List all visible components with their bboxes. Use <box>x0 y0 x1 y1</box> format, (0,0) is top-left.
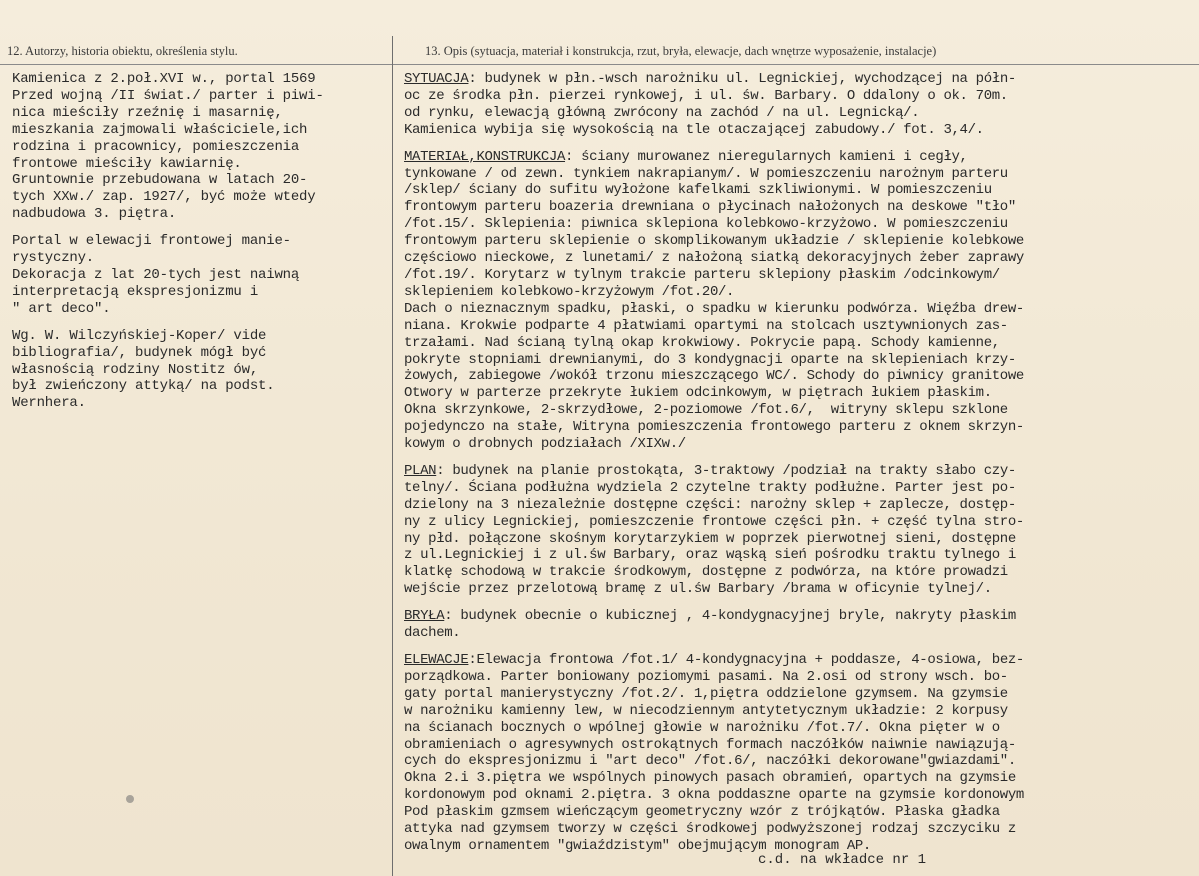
text-line: dachem. <box>404 625 461 642</box>
text-line: oc ze środka płn. pierzei rynkowej, i ul. św. Barbary. O ddalony o ok. 70m. <box>404 87 1008 104</box>
text-line: żowych, zabiegowe /wokół trzonu mieszczącego WC/. Schody do piwnicy granitowe <box>404 368 1024 385</box>
text-line <box>404 149 1194 166</box>
paragraph-gap <box>404 598 1194 608</box>
section-elewacje <box>404 652 1194 855</box>
text-line: Portal w elewacji frontowej manie- <box>12 233 291 250</box>
text-line: Dekoracja z lat 20-tych jest naiwną <box>12 266 300 283</box>
text-line: Pod płaskim gzmsem wieńczącym geometryczny wzór z trójkątów. Płaska gładka <box>404 804 1000 821</box>
text-line: frontowym parteru boazeria drewniana o płycinach nałożonych na deskowe "tło" <box>404 199 1016 216</box>
description-column <box>404 71 1194 855</box>
text-line: frontowym parteru sklepienie o skomplikowanym układzie / sklepienie kolebkowe <box>404 233 1024 250</box>
text-line: pojedynczo na stałe, Witryna pomieszczenia frontowego parteru z oknem skrzyn- <box>404 419 1024 436</box>
text-line: ny płd. połączone skośnym korytarzykiem w poprzek pierwotnej sieni, dostępne <box>404 530 1016 547</box>
section-lead-text: : budynek na planie prostokąta, 3-traktowy /podział na trakty słabo czy- <box>436 462 1016 479</box>
text-line: ny z ulicy Legnickiej, pomieszczenie frontowe części płn. + część tylna stro- <box>404 513 1024 530</box>
section-material <box>404 149 1194 453</box>
text-line: nadbudowa 3. piętra. <box>12 206 177 223</box>
section-bryla <box>404 608 1194 642</box>
text-line: trzałami. Nad ścianą tylną okap krokwiowy. Pokrycie papą. Schody kamienne, <box>404 334 1000 351</box>
text-line: cych do ekspresjonizmu i "art deco" /fot.6/, naczółki dekorowane"gwiazdami". <box>404 753 1016 770</box>
paragraph-gap <box>404 453 1194 463</box>
section-12-header: 12. Autorzy, historia obiektu, określenia stylu. <box>7 44 238 58</box>
header-divider <box>0 64 1199 65</box>
history-column <box>12 71 392 412</box>
section-heading: SYTUACJA <box>404 71 469 87</box>
text-line: Przed wojną /II świat./ parter i piwi- <box>12 87 324 104</box>
text-line: rodzina i pracownicy, pomieszczenia <box>12 138 300 155</box>
section-lead-text: : budynek w płn.-wsch narożniku ul. Legnickiej, wychodzącej na półn- <box>468 71 1016 87</box>
section-plan <box>404 463 1194 598</box>
text-line: " art deco". <box>12 300 111 317</box>
text-line: frontowe mieściły kawiarnię. <box>12 155 242 172</box>
text-line: niana. Krokwie podparte 4 płatwiami opartymi na stolcach usztywnionych zas- <box>404 317 1008 334</box>
text-line: bibliografia/, budynek mógł być <box>12 344 267 361</box>
text-line: attyka nad gzymsem tworzy w części środkowej podwyższonej rodzaj szczyciku z <box>404 821 1016 838</box>
text-line: z ul.Legnickiej i z ul.św Barbary, oraz wąską sień pośrodku traktu tylnego i <box>404 547 1016 564</box>
section-heading: ELEWACJE <box>404 652 469 668</box>
column-divider <box>392 36 393 876</box>
style-paragraph <box>12 233 392 318</box>
text-line: Dach o nieznacznym spadku, płaski, o spadku w kierunku podwórza. Więźba drew- <box>404 300 1024 317</box>
section-lead-text: : budynek obecnie o kubicznej , 4-kondygnacyjnej bryle, nakryty płaskim <box>444 608 1016 625</box>
text-line: na ścianach bocznych o wpólnej głowie w narożniku /fot.7/. Okna pięter w o <box>404 719 1000 736</box>
ownership-paragraph <box>12 328 392 413</box>
text-line: kowym o drobnych podziałach /XIXw./ <box>404 436 686 453</box>
text-line: /sklep/ ściany do sufitu wyłożone kafelkami szkliwionymi. W pomieszczeniu <box>404 182 992 199</box>
section-heading: MATERIAŁ,KONSTRUKCJA <box>404 148 566 165</box>
section-sytuacja <box>404 71 1194 139</box>
text-line: dzielony na 3 niezależnie dostępne części: narożny sklep + zaplecze, dostęp- <box>404 496 1016 513</box>
text-line: Wg. W. Wilczyńskiej-Koper/ vide <box>12 327 267 344</box>
text-line: gaty portal manierystyczny /fot.2/. 1,piętra oddzielone gzymsem. Na gzymsie <box>404 685 1008 702</box>
text-line: Gruntownie przebudowana w latach 20- <box>12 172 308 189</box>
text-line <box>404 71 1194 88</box>
text-line: telny/. Ściana podłużna wydziela 2 czytelne trakty podłużne. Parter jest po- <box>404 479 1016 496</box>
text-line: tynkowane / od zewn. tynkiem nakrapianym/. W pomieszczeniu narożnym parteru <box>404 165 1008 182</box>
text-line: Okna skrzynkowe, 2-skrzydłowe, 2-poziomowe /fot.6/, witryny sklepu szklone <box>404 402 1008 419</box>
text-line: Okna 2.i 3.piętra we wspólnych pinowych pasach obramień, opartych na gzymsie <box>404 770 1016 787</box>
paragraph-gap <box>12 318 392 328</box>
text-line: Kamienica wybija się wysokością na tle otaczającej zabudowy./ fot. 3,4/. <box>404 121 984 138</box>
paragraph-gap <box>404 139 1194 149</box>
text-line: sklepieniem kolebkowo-krzyżowym /fot.20/. <box>404 283 735 300</box>
text-line: tych XXw./ zap. 1927/, być może wtedy <box>12 189 316 206</box>
text-line: własnością rodziny Nostitz ów, <box>12 361 259 378</box>
section-13-header: 13. Opis (sytuacja, materiał i konstrukcja, rzut, bryła, elewacje, dach wnętrze wyposażenie, instalacje) <box>425 44 937 58</box>
text-line: wejście przez przelotową bramę z ul.św Barbary /brama w oficynie tylnej/. <box>404 581 992 598</box>
text-line: Kamienica z 2.poł.XVI w., portal 1569 <box>12 71 316 87</box>
text-line: od rynku, elewacją główną zwrócony na zachód / na ul. Legnicką/. <box>404 104 920 121</box>
text-line: owalnym ornamentem "gwiaździstym" obejmującym monogram AP. <box>404 837 871 854</box>
text-line: kordonowym pod oknami 2.piętra. 3 okna poddaszne oparte na gzymsie kordonowym <box>404 787 1024 804</box>
text-line: obramieniach o agresywnych ostrokątnych formach naczółków naiwnie nawiązują- <box>404 736 1016 753</box>
punch-hole-mark <box>126 795 134 803</box>
text-line <box>404 652 1194 669</box>
text-line: częściowo nieckowe, z lunetami/ z nałożoną siatką dekoracyjnych żeber zaprawy <box>404 250 1024 267</box>
text-line: Otwory w parterze przekryte łukiem odcinkowym, w piętrach łukiem płaskim. <box>404 385 992 402</box>
text-line: w narożniku kamienny lew, w niecodziennym antytetycznym układzie: 2 korpusy <box>404 702 1008 719</box>
history-paragraph <box>12 71 392 223</box>
text-line: /fot.15/. Sklepienia: piwnica sklepiona kolebkowo-krzyżowo. W pomieszczeniu <box>404 216 1008 233</box>
paragraph-gap <box>12 223 392 233</box>
text-line: porządkowa. Parter boniowany poziomymi pasami. Na 2.osi od strony wsch. bo- <box>404 668 1008 685</box>
text-line: /fot.19/. Korytarz w tylnym trakcie parteru sklepiony płaskim /odcinkowym/ <box>404 266 1000 283</box>
text-line: nica mieściły rzeźnię i masarnię, <box>12 104 283 121</box>
text-line: był zwieńczony attyką/ na podst. <box>12 378 275 395</box>
text-line: pokryte stopniami drewnianymi, do 3 kondygnacji oparte na sklepieniach krzy- <box>404 351 1016 368</box>
section-heading: BRYŁA <box>404 608 445 625</box>
text-line: mieszkania zajmowali właściciele,ich <box>12 121 308 138</box>
paragraph-gap <box>404 642 1194 652</box>
text-line: Wernhera. <box>12 395 86 412</box>
text-line: interpretacją ekspresjonizmu i <box>12 283 259 300</box>
text-line <box>404 608 1194 625</box>
section-heading: PLAN <box>404 462 437 479</box>
text-line <box>404 463 1194 480</box>
section-lead-text: : ściany murowanez nieregularnych kamieni i cegły, <box>565 148 968 165</box>
continuation-note: c.d. na wkładce nr 1 <box>758 852 927 868</box>
text-line: rystyczny. <box>12 250 95 267</box>
text-line: klatkę schodową w trakcie środkowym, dostępne z podwórza, na które prowadzi <box>404 564 1008 581</box>
section-lead-text: :Elewacja frontowa /fot.1/ 4-kondygnacyjna + poddasze, 4-osiowa, bez- <box>468 652 1024 668</box>
